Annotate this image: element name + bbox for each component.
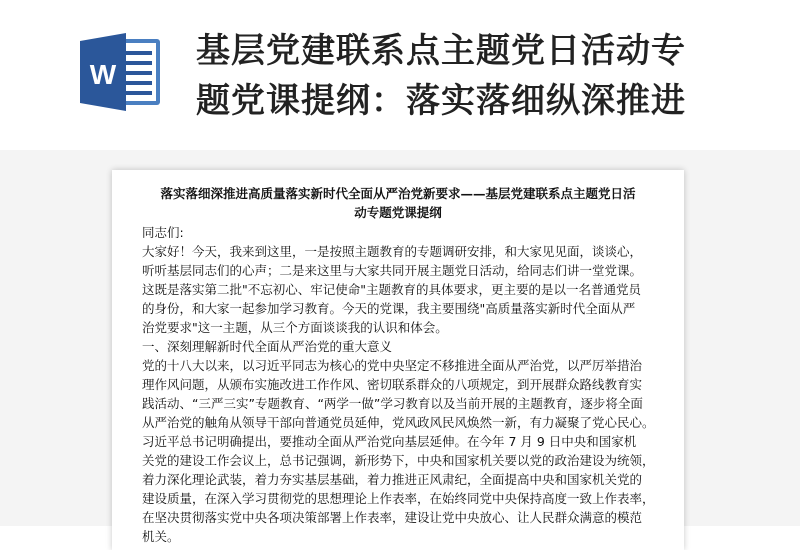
document-title-line-1: 落实落细深推进高质量落实新时代全面从严治党新要求——基层党建联系点主题党日活 [160, 186, 636, 201]
paragraph-line: 理作风问题，从颁布实施改进工作作风、密切联系群众的八项规定，到开展群众路线教育实 [142, 377, 643, 392]
paragraph-line: 在坚决贯彻落实党中央各项决策部署上作表率，建设让党中央放心、让人民群众满意的模范 [142, 510, 643, 525]
paragraph-line: 听听基层同志们的心声；二是来这里与大家共同开展主题党日活动，给同志们讲一堂党课。 [142, 263, 643, 278]
paragraph-line: 的身份，和大家一起参加学习教育。今天的党课，我主要围绕"高质量落实新时代全面从严 [142, 301, 636, 316]
paragraph-line: 党的十八大以来，以习近平同志为核心的党中央坚定不移推进全面从严治党，以严厉举措治 [142, 358, 643, 373]
title-line-1: 基层党建联系点主题党日活动专 [196, 31, 686, 71]
paragraph-line: 从严治党的触角从领导干部向普通党员延伸，党风政风民风焕然一新，有力凝聚了党心民心。 [142, 415, 655, 430]
word-document-icon [80, 33, 164, 111]
paragraph-line: 这既是落实第二批"不忘初心、牢记使命"主题教育的具体要求，更主要的是以一名普通党员 [142, 282, 642, 297]
paragraph-line: 践活动、“三严三实”专题教育、“两学一做”学习教育以及当前开展的主题教育，逐步将全面 [142, 396, 643, 411]
paragraph-line: 关党的建设工作会议上，总书记强调，新形势下，中央和国家机关要以党的政治建设为统领， [142, 453, 655, 468]
section-heading: 一、深刻理解新时代全面从严治党的重大意义 [142, 339, 393, 354]
paragraph-line: 同志们: [142, 225, 184, 240]
document-title [134, 184, 662, 222]
document-page [112, 170, 684, 550]
paragraph-line: 大家好！今天，我来到这里，一是按照主题教育的专题调研安排，和大家见见面，谈谈心， [142, 244, 643, 259]
document-title-line-2: 动专题党课提纲 [354, 205, 442, 220]
document-body [142, 223, 662, 546]
title-line-2: 题党课提纲：落实落细纵深推进 [196, 81, 686, 121]
paragraph-line: 着力深化理论武装，着力夯实基层基础，着力推进正风肃纪，全面提高中央和国家机关党的 [142, 472, 643, 487]
word-icon-letter: W [89, 59, 117, 90]
paragraph-line: 机关。 [142, 529, 180, 544]
paragraph-line: 习近平总书记明确提出，要推动全面从严治党向基层延伸。在今年 7 月 9 日中央和国家机 [142, 434, 637, 449]
paragraph-line: 治党要求"这一主题，从三个方面谈谈我的认识和体会。 [142, 320, 448, 335]
page-title [196, 26, 786, 126]
header [0, 0, 800, 150]
paragraph-line: 建设质量，在深入学习贯彻党的思想理论上作表率，在始终同党中央保持高度一致上作表率， [142, 491, 655, 506]
